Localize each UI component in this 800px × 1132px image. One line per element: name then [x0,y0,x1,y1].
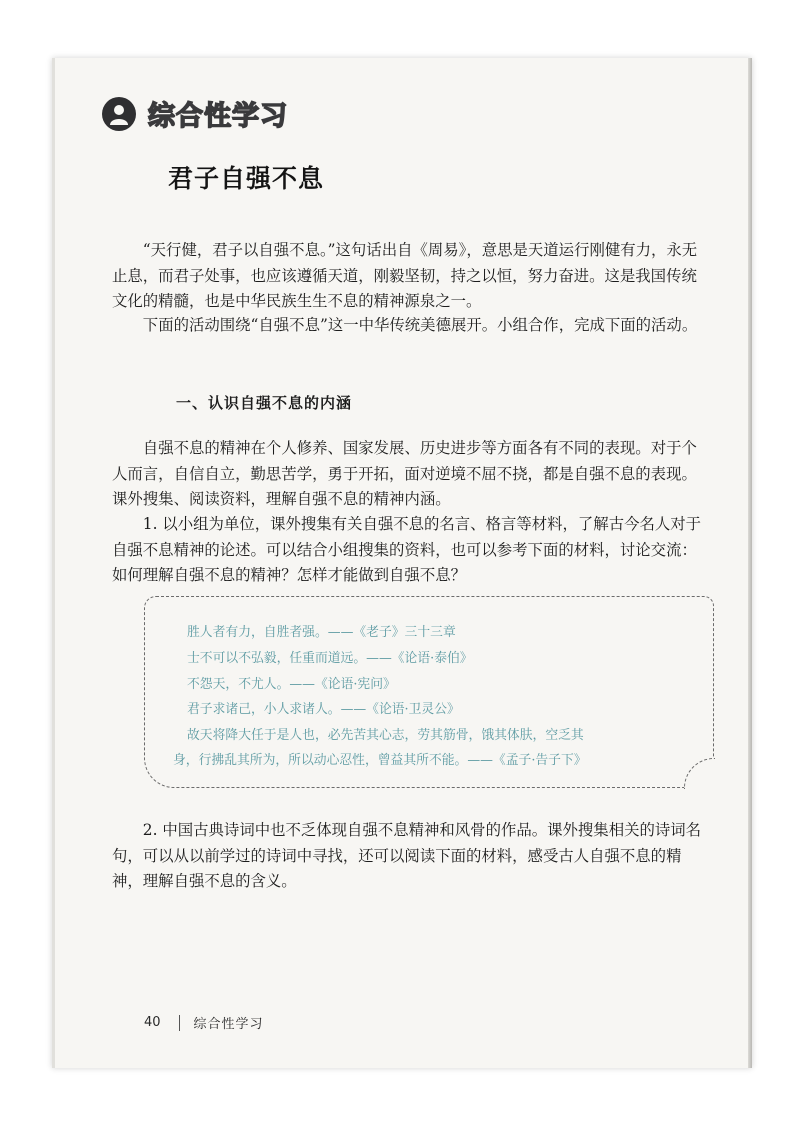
footer-divider [179,1015,180,1031]
quote-line: 身，行拂乱其所为，所以动心忍性，曾益其所不能。——《孟子·告子下》 [173,753,587,768]
quote-line: 故天将降大任于是人也，必先苦其心志，劳其筋骨，饿其体肤，空乏其 [187,728,584,743]
quote-line: 胜人者有力，自胜者强。——《老子》三十三章 [187,625,456,640]
person-icon [102,97,136,131]
task1-paragraph: 1. 以小组为单位，课外搜集有关自强不息的名言、格言等材料，了解古今名人对于自强不息精神的论述。可以结合小组搜集的资料，也可以参考下面的材料，讨论交流：如何理解自强不息的精神？怎样才能做到自强不息？ [112,515,702,584]
subheading: 一、认识自强不息的内涵 [176,394,353,412]
quote-box [144,596,714,788]
intro-paragraph: “天行健，君子以自强不息。”这句话出自《周易》，意思是天道运行刚健有力，永无止息，而君子处事，也应该遵循天道，刚毅坚韧，持之以恒，努力奋进。这是我国传统文化的精髓，也是中华民族生生不息的精神源泉之一。 [112,241,698,310]
textbook-page [52,58,752,1068]
quote-line: 君子求诸己，小人求诸人。——《论语·卫灵公》 [187,702,460,717]
lesson-title: 君子自强不息 [168,164,325,193]
page-number: 40 [144,1015,161,1030]
footer-label: 综合性学习 [193,1017,264,1032]
section-header [102,94,288,133]
quote-line: 不怨天，不尤人。——《论语·宪问》 [187,677,396,692]
quote-line: 士不可以不弘毅，任重而道远。——《论语·泰伯》 [187,651,473,666]
page-right-edge [748,58,752,1068]
page-left-edge [52,58,55,1068]
meaning-paragraph: 自强不息的精神在个人修养、国家发展、历史进步等方面各有不同的表现。对于个人而言，自信自立，勤思苦学，勇于开拓，面对逆境不屈不挠，都是自强不息的表现。课外搜集、阅读资料，理解自强不息的精神内涵。 [112,439,697,508]
activity-paragraph: 下面的活动围绕“自强不息”这一中华传统美德展开。小组合作，完成下面的活动。 [142,316,698,334]
section-title: 综合性学习 [148,101,288,132]
task2-paragraph: 2. 中国古典诗词中也不乏体现自强不息精神和风骨的作品。课外搜集相关的诗词名句，可以从以前学过的诗词中寻找，还可以阅读下面的材料，感受古人自强不息的精神，理解自强不息的含义。 [112,821,702,890]
page-footer [144,1013,264,1032]
